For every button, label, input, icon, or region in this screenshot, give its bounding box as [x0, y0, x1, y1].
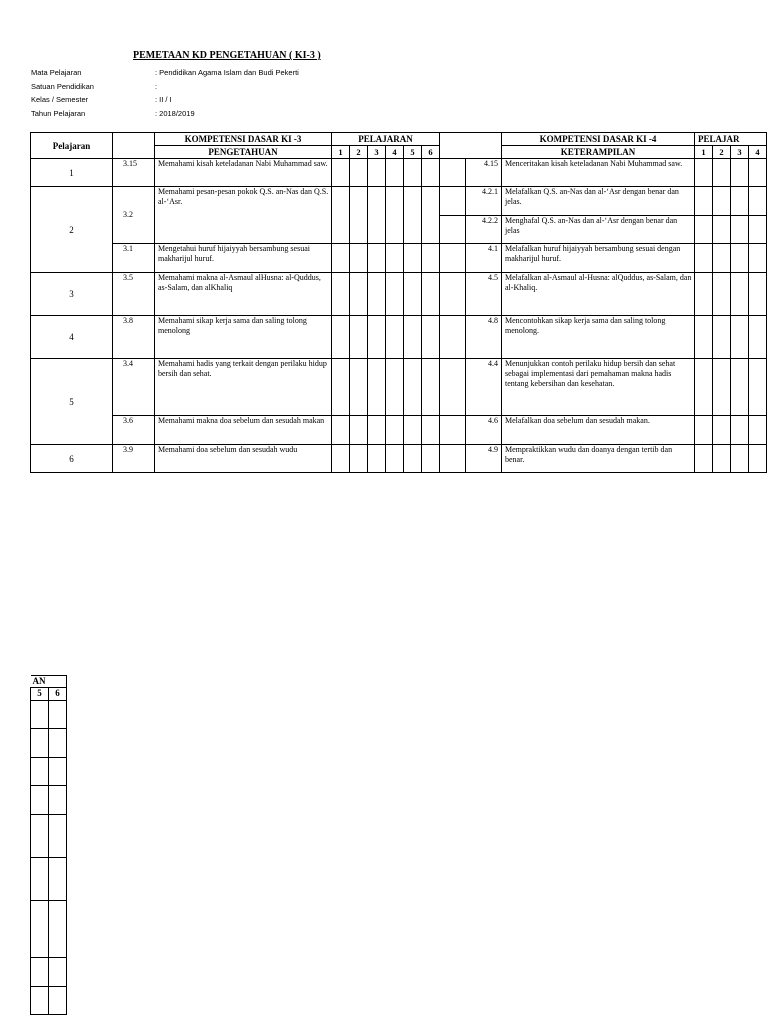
- check-cell: [49, 729, 67, 758]
- header-empty-cell: [440, 133, 502, 159]
- meta-value: : II / I: [155, 95, 172, 104]
- kd3-description: Memahami sikap kerja sama dan saling tolong menolong: [155, 316, 332, 359]
- table-row: [31, 159, 767, 187]
- check-cell: [386, 416, 404, 445]
- meta-label: Satuan Pendidikan: [31, 81, 94, 91]
- kd4-code: 4.8: [466, 316, 502, 359]
- table-row: [31, 273, 767, 316]
- kd4-description: Melafalkan huruf hijaiyyah bersambung sesuai dengan makharijul huruf.: [502, 244, 695, 273]
- check-cell: [731, 445, 749, 473]
- check-cell: [731, 316, 749, 359]
- check-cell: [386, 187, 404, 244]
- check-cell: [332, 187, 350, 244]
- check-cell: [49, 958, 67, 987]
- check-cell: [695, 159, 713, 187]
- check-cell: [422, 187, 440, 244]
- meta-value: : Pendidikan Agama Islam dan Budi Pekerti: [155, 68, 299, 77]
- header-ki4-title: KOMPETENSI DASAR KI -4: [502, 133, 695, 146]
- table-row: [31, 244, 767, 273]
- check-cell: [31, 729, 49, 758]
- check-cell: [731, 416, 749, 445]
- spacer-cell: [440, 445, 466, 473]
- check-cell: [713, 187, 731, 216]
- kd4-description: Melafalkan al-Asmaul al-Husna: alQuddus, as-Salam, dan al-Khaliq.: [502, 273, 695, 316]
- kd3-description: Memahami kisah keteladanan Nabi Muhammad saw.: [155, 159, 332, 187]
- check-cell: [695, 187, 713, 216]
- check-cell: [404, 445, 422, 473]
- check-cell: [749, 216, 767, 244]
- check-cell: [49, 758, 67, 786]
- header-num: 6: [422, 146, 440, 159]
- header-num: 1: [695, 146, 713, 159]
- lesson-number: 3: [31, 273, 113, 316]
- check-cell: [404, 159, 422, 187]
- check-cell: [49, 701, 67, 729]
- kd3-code: 3.2: [113, 187, 155, 244]
- check-cell: [422, 244, 440, 273]
- kd4-code: 4.6: [466, 416, 502, 445]
- check-cell: [713, 273, 731, 316]
- check-cell: [713, 244, 731, 273]
- spacer-cell: [440, 273, 466, 316]
- check-cell: [332, 159, 350, 187]
- header-num: 2: [713, 146, 731, 159]
- check-cell: [695, 273, 713, 316]
- kd4-description: Mempraktikkan wudu dan doanya dengan tertib dan benar.: [502, 445, 695, 473]
- spacer-cell: [440, 316, 466, 359]
- check-cell: [749, 316, 767, 359]
- spacer-cell: [440, 159, 466, 187]
- header-num: 6: [49, 688, 67, 701]
- table-row: [31, 359, 767, 416]
- check-cell: [368, 244, 386, 273]
- check-cell: [49, 858, 67, 901]
- check-cell: [368, 316, 386, 359]
- check-cell: [749, 416, 767, 445]
- spacer-cell: [440, 187, 466, 216]
- check-cell: [332, 273, 350, 316]
- kd4-description: Menunjukkan contoh perilaku hidup bersih dan sehat sebagai implementasi dari pemahaman makna hadis tentang kebersihan dan kesehatan.: [502, 359, 695, 416]
- kd3-description: Memahami doa sebelum dan sesudah wudu: [155, 445, 332, 473]
- header-num: 3: [731, 146, 749, 159]
- check-cell: [404, 273, 422, 316]
- check-cell: [49, 901, 67, 958]
- check-cell: [332, 416, 350, 445]
- kd4-description: Mencontohkan sikap kerja sama dan saling tolong menolong.: [502, 316, 695, 359]
- header-ki4-subtitle: KETERAMPILAN: [502, 146, 695, 159]
- header-num: 5: [404, 146, 422, 159]
- check-cell: [404, 316, 422, 359]
- kd3-code: 3.8: [113, 316, 155, 359]
- check-cell: [31, 758, 49, 786]
- check-cell: [749, 359, 767, 416]
- kd3-code: 3.15: [113, 159, 155, 187]
- check-cell: [350, 159, 368, 187]
- check-cell: [731, 159, 749, 187]
- check-cell: [695, 216, 713, 244]
- check-cell: [422, 273, 440, 316]
- kd4-code: 4.5: [466, 273, 502, 316]
- page-title: PEMETAAN KD PENGETAHUAN ( KI-3 ): [133, 50, 321, 61]
- kd4-code: 4.2.1: [466, 187, 502, 216]
- kd3-code: 3.5: [113, 273, 155, 316]
- header-num: 4: [749, 146, 767, 159]
- check-cell: [31, 858, 49, 901]
- check-cell: [350, 316, 368, 359]
- kd3-description: Mengetahui huruf hijaiyyah bersambung sesuai makharijul huruf.: [155, 244, 332, 273]
- check-cell: [713, 416, 731, 445]
- check-cell: [350, 445, 368, 473]
- lesson-number: 2: [31, 187, 113, 273]
- check-cell: [386, 273, 404, 316]
- kd-mapping-table: [30, 132, 767, 473]
- continuation-table: [30, 675, 67, 1015]
- check-cell: [332, 244, 350, 273]
- kd3-code: 3.6: [113, 416, 155, 445]
- check-cell: [368, 416, 386, 445]
- check-cell: [422, 159, 440, 187]
- check-cell: [713, 359, 731, 416]
- check-cell: [404, 244, 422, 273]
- kd4-description: Menceritakan kisah keteladanan Nabi Muhammad saw.: [502, 159, 695, 187]
- kd4-code: 4.2.2: [466, 216, 502, 244]
- check-cell: [350, 416, 368, 445]
- check-cell: [368, 187, 386, 244]
- check-cell: [332, 359, 350, 416]
- check-cell: [31, 987, 49, 1015]
- kd4-description: Menghafal Q.S. an-Nas dan al-‘Asr dengan benar dan jelas: [502, 216, 695, 244]
- header-num: 3: [368, 146, 386, 159]
- spacer-cell: [440, 216, 466, 244]
- check-cell: [713, 316, 731, 359]
- kd4-code: 4.15: [466, 159, 502, 187]
- header-ki3-subtitle: PENGETAHUAN: [155, 146, 332, 159]
- header-num: 4: [386, 146, 404, 159]
- check-cell: [749, 187, 767, 216]
- check-cell: [422, 359, 440, 416]
- check-cell: [368, 273, 386, 316]
- continuation-caption: AN: [31, 676, 67, 688]
- meta-label: Kelas / Semester: [31, 95, 89, 104]
- kd4-description: Melafalkan Q.S. an-Nas dan al-‘Asr dengan benar dan jelas.: [502, 187, 695, 216]
- kd3-code: 3.9: [113, 445, 155, 473]
- check-cell: [49, 987, 67, 1015]
- check-cell: [422, 416, 440, 445]
- check-cell: [731, 273, 749, 316]
- kd4-description: Melafalkan doa sebelum dan sesudah makan.: [502, 416, 695, 445]
- check-cell: [695, 244, 713, 273]
- check-cell: [386, 244, 404, 273]
- header-num: 1: [332, 146, 350, 159]
- check-cell: [31, 815, 49, 858]
- header-pelajaran-group-cut: PELAJAR: [695, 133, 767, 146]
- spacer-cell: [440, 244, 466, 273]
- kd3-description: Memahami hadis yang terkait dengan perilaku hidup bersih dan sehat.: [155, 359, 332, 416]
- check-cell: [31, 701, 49, 729]
- check-cell: [350, 273, 368, 316]
- check-cell: [731, 244, 749, 273]
- lesson-number: 6: [31, 445, 113, 473]
- check-cell: [404, 359, 422, 416]
- check-cell: [713, 216, 731, 244]
- kd4-code: 4.4: [466, 359, 502, 416]
- check-cell: [731, 216, 749, 244]
- check-cell: [713, 159, 731, 187]
- meta-value: : 2018/2019: [155, 108, 195, 118]
- kd3-code: 3.1: [113, 244, 155, 273]
- kd3-description: Memahami makna doa sebelum dan sesudah makan: [155, 416, 332, 445]
- check-cell: [368, 159, 386, 187]
- check-cell: [350, 244, 368, 273]
- kd3-description: Memahami makna al-Asmaul alHusna: al-Quddus, as-Salam, dan alKhaliq: [155, 273, 332, 316]
- check-cell: [350, 359, 368, 416]
- check-cell: [368, 445, 386, 473]
- check-cell: [695, 359, 713, 416]
- check-cell: [731, 187, 749, 216]
- header-pelajaran: Pelajaran: [31, 133, 113, 159]
- table-row: [31, 187, 767, 216]
- meta-label: Mata Pelajaran: [31, 68, 82, 77]
- check-cell: [695, 316, 713, 359]
- check-cell: [695, 445, 713, 473]
- check-cell: [368, 359, 386, 416]
- spacer-cell: [440, 416, 466, 445]
- table-row: [31, 445, 767, 473]
- header-ki3-title: KOMPETENSI DASAR KI -3: [155, 133, 332, 146]
- lesson-number: 5: [31, 359, 113, 445]
- check-cell: [49, 815, 67, 858]
- meta-value: :: [155, 81, 158, 91]
- check-cell: [422, 445, 440, 473]
- check-cell: [749, 244, 767, 273]
- check-cell: [386, 359, 404, 416]
- header-empty-cell: [113, 133, 155, 159]
- check-cell: [731, 359, 749, 416]
- lesson-number: 1: [31, 159, 113, 187]
- check-cell: [386, 159, 404, 187]
- check-cell: [31, 958, 49, 987]
- header-num: 5: [31, 688, 49, 701]
- check-cell: [332, 445, 350, 473]
- check-cell: [49, 786, 67, 815]
- check-cell: [404, 187, 422, 244]
- check-cell: [749, 159, 767, 187]
- check-cell: [386, 445, 404, 473]
- check-cell: [749, 445, 767, 473]
- kd3-description: Memahami pesan-pesan pokok Q.S. an-Nas dan Q.S. al-‘Asr.: [155, 187, 332, 244]
- kd4-code: 4.1: [466, 244, 502, 273]
- check-cell: [386, 316, 404, 359]
- check-cell: [422, 316, 440, 359]
- table-row: [31, 416, 767, 445]
- check-cell: [31, 901, 49, 958]
- check-cell: [332, 316, 350, 359]
- kd3-code: 3.4: [113, 359, 155, 416]
- header-num: 2: [350, 146, 368, 159]
- check-cell: [350, 187, 368, 244]
- check-cell: [695, 416, 713, 445]
- check-cell: [749, 273, 767, 316]
- check-cell: [31, 786, 49, 815]
- lesson-number: 4: [31, 316, 113, 359]
- table-row: [31, 316, 767, 359]
- meta-label: Tahun Pelajaran: [31, 108, 86, 118]
- spacer-cell: [440, 359, 466, 416]
- header-pelajaran-group: PELAJARAN: [332, 133, 440, 146]
- check-cell: [713, 445, 731, 473]
- kd4-code: 4.9: [466, 445, 502, 473]
- check-cell: [404, 416, 422, 445]
